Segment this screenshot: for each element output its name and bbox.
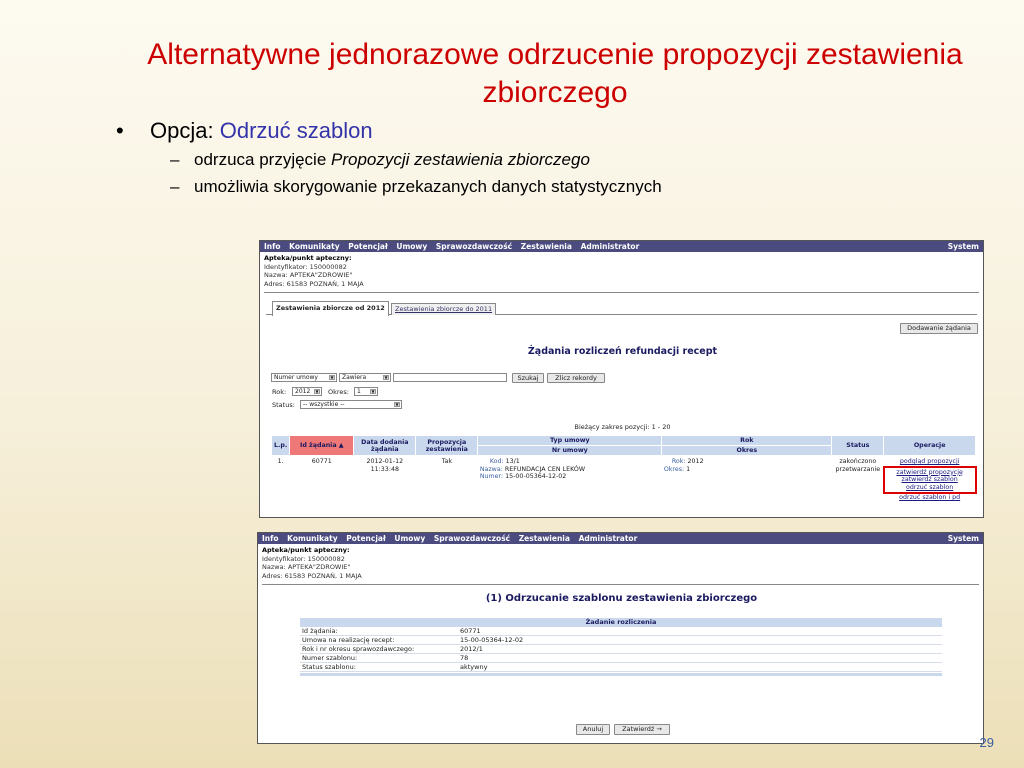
cell-status: zakończono przetwarzanie — [835, 458, 881, 473]
chevron-down-icon: ▼ — [315, 389, 319, 394]
pharmacy-name: Nazwa: APTEKA"ZDROWIE" — [264, 271, 353, 279]
detail-value: aktywny — [460, 663, 488, 671]
pharmacy-info — [260, 252, 983, 288]
menu-komunikaty[interactable]: Komunikaty — [287, 534, 338, 543]
nazwa-label: Nazwa: — [479, 465, 503, 473]
numer-value: 15-00-05364-12-02 — [505, 473, 567, 480]
pharmacy-title: Apteka/punkt apteczny: — [264, 254, 352, 262]
col-contract-type[interactable]: Typ umowy — [478, 436, 662, 446]
sub-bullet-2 — [112, 173, 992, 200]
table-row — [272, 456, 976, 504]
op-reject-template-pd[interactable]: odrzuć szablon i pd — [899, 494, 961, 501]
add-request-button[interactable]: Dodawanie żądania — [900, 323, 978, 334]
cell-date-day: 2012-01-12 — [366, 458, 404, 465]
okres-label: Okres: — [663, 465, 685, 473]
cell-contract — [478, 456, 662, 504]
filter-value-input[interactable] — [393, 373, 507, 382]
detail-value: 2012/1 — [460, 645, 483, 653]
reject-template-screenshot — [257, 532, 984, 744]
detail-row — [300, 627, 942, 636]
reject-heading: (1) Odrzucanie szablonu zestawienia zbiorczego — [485, 593, 758, 604]
pharmacy-name: Nazwa: APTEKA"ZDROWIE" — [262, 563, 351, 571]
bullet-list — [112, 116, 992, 200]
tab-from-2012[interactable]: Zestawienia zbiorcze od 2012 — [272, 301, 389, 316]
year-select[interactable] — [292, 387, 322, 396]
col-period[interactable]: Okres — [662, 446, 832, 456]
col-year[interactable]: Rok — [662, 436, 832, 446]
col-lp: L.p. — [272, 436, 290, 456]
status-label: Status: — [272, 401, 295, 409]
detail-label: Status szablonu: — [302, 663, 356, 671]
filter-field-select[interactable] — [271, 373, 337, 382]
col-date[interactable]: Data dodania żądania — [354, 436, 416, 456]
menu-info[interactable]: Info — [262, 534, 279, 543]
menu-system[interactable]: System — [947, 242, 979, 251]
menu-umowy[interactable]: Umowy — [396, 242, 428, 251]
col-id-label: Id żądania — [299, 442, 337, 449]
detail-label: Numer szablonu: — [302, 654, 358, 662]
col-contract-no[interactable]: Nr umowy — [478, 446, 662, 456]
divider — [264, 292, 979, 293]
bullet-highlight: Odrzuć szablon — [219, 118, 373, 143]
filter-operator-select[interactable] — [339, 373, 391, 382]
op-approve-proposal[interactable]: zatwierdź propozycję — [896, 468, 963, 476]
col-id[interactable] — [290, 436, 354, 456]
highlight-box — [883, 466, 977, 495]
slide-title: Alternatywne jednorazowe odrzucenie propozycji zestawienia zbiorczego — [147, 38, 963, 109]
menu-bar — [260, 241, 983, 252]
chevron-down-icon: ▼ — [330, 375, 334, 380]
col-status[interactable]: Status — [832, 436, 884, 456]
period-select[interactable] — [354, 387, 378, 396]
bullet-marker: • — [116, 118, 124, 143]
menu-administrator[interactable]: Administrator — [578, 534, 638, 543]
bullet-prefix: Opcja: — [150, 118, 214, 143]
okres-value: 1 — [686, 465, 691, 473]
rok-value: 2012 — [687, 458, 704, 465]
cell-lp: 1. — [277, 458, 284, 465]
period-label: Okres: — [328, 388, 349, 396]
menu-sprawozdawczosc[interactable]: Sprawozdawczość — [433, 534, 511, 543]
sub-bullet-1 — [112, 146, 992, 173]
search-button[interactable]: Szukaj — [512, 373, 544, 383]
kod-value: 13/1 — [505, 458, 520, 465]
sub-bullet-marker: – — [170, 177, 180, 196]
menu-komunikaty[interactable]: Komunikaty — [289, 242, 340, 251]
detail-label: Umowa na realizację recept: — [302, 636, 395, 644]
status-value: -- wszystkie -- — [303, 401, 345, 408]
sub-bullet-1-italic: Propozycji zestawienia zbiorczego — [331, 150, 590, 169]
kod-label: Kod: — [489, 458, 504, 465]
divider — [262, 584, 979, 585]
nazwa-value: REFUNDACJA CEN LEKÓW — [504, 465, 586, 473]
tab-to-2011[interactable]: Zestawienia zbiorcze do 2011 — [391, 303, 496, 315]
cell-year-period — [662, 456, 832, 504]
confirm-button[interactable]: Zatwierdź → — [614, 724, 670, 735]
cell-id: 60771 — [311, 458, 332, 465]
col-operations: Operacje — [884, 436, 976, 456]
pharmacy-id: Identyfikator: 150000082 — [262, 554, 345, 563]
year-label: Rok: — [272, 388, 287, 396]
requests-table — [271, 435, 976, 504]
sort-asc-icon: ▲ — [338, 442, 344, 449]
status-select[interactable] — [300, 400, 402, 409]
menu-umowy[interactable]: Umowy — [394, 534, 426, 543]
menu-info[interactable]: Info — [264, 242, 281, 251]
pharmacy-address: Adres: 61583 POZNAŃ, 1 MAJA — [264, 279, 364, 288]
cell-operations — [884, 456, 976, 504]
year-value: 2012 — [295, 388, 311, 395]
request-details — [300, 618, 942, 676]
detail-row — [300, 654, 942, 663]
sub-bullet-marker: – — [170, 150, 180, 169]
list-heading: Żądania rozliczeń refundacji recept — [527, 346, 718, 357]
filter-field-value: Numer umowy — [274, 374, 318, 381]
requests-list-screenshot — [259, 240, 984, 518]
col-proposal[interactable]: Propozycja zestawienia — [416, 436, 478, 456]
page-number: 29 — [979, 735, 994, 750]
chevron-down-icon: ▼ — [384, 375, 388, 380]
menu-sprawozdawczosc[interactable]: Sprawozdawczość — [435, 242, 513, 251]
pharmacy-info — [258, 544, 983, 580]
detail-row — [300, 645, 942, 654]
range-text: Bieżący zakres pozycji: 1 - 20 — [574, 423, 671, 431]
cancel-button[interactable]: Anuluj — [576, 724, 610, 735]
filter-operator-value: Zawiera — [342, 374, 367, 381]
op-reject-template[interactable]: odrzuć szablon — [906, 483, 954, 491]
bullet-option — [112, 116, 992, 146]
numer-label: Numer: — [479, 473, 504, 480]
menu-zestawienia[interactable]: Zestawienia — [520, 242, 572, 251]
detail-row — [300, 636, 942, 645]
pharmacy-id: Identyfikator: 150000082 — [264, 262, 347, 271]
detail-row — [300, 663, 942, 672]
period-value: 1 — [357, 388, 361, 395]
menu-zestawienia[interactable]: Zestawienia — [518, 534, 570, 543]
menu-potencjal[interactable]: Potencjał — [348, 242, 388, 251]
count-records-button[interactable]: Zlicz rekordy — [547, 373, 605, 383]
menu-system[interactable]: System — [947, 534, 979, 543]
rok-label: Rok: — [671, 458, 686, 465]
cell-date — [354, 456, 416, 504]
menu-bar — [258, 533, 983, 544]
sub-bullet-1-text: odrzuca przyjęcie — [194, 150, 327, 169]
chevron-down-icon: ▼ — [371, 389, 375, 394]
chevron-down-icon: ▼ — [395, 402, 399, 407]
pharmacy-address: Adres: 61583 POZNAŃ, 1 MAJA — [262, 571, 362, 580]
tab-bar — [266, 301, 977, 315]
menu-potencjal[interactable]: Potencjał — [346, 534, 386, 543]
detail-label: Rok i nr okresu sprawozdawczego: — [302, 645, 415, 653]
detail-value: 15-00-05364-12-02 — [460, 636, 524, 644]
cell-date-time: 11:33:48 — [370, 465, 399, 473]
detail-value: 78 — [460, 654, 469, 662]
menu-administrator[interactable]: Administrator — [580, 242, 640, 251]
detail-value: 60771 — [460, 627, 481, 635]
op-approve-template[interactable]: zatwierdź szablon — [901, 476, 958, 483]
detail-label: Id żądania: — [302, 627, 338, 635]
cell-proposal: Tak — [441, 458, 452, 465]
sub-bullet-2-text: umożliwia skorygowanie przekazanych danych statystycznych — [194, 177, 662, 196]
op-preview-proposal[interactable]: podgląd propozycji — [899, 458, 960, 465]
details-section-title: Żadanie rozliczenia — [300, 618, 942, 627]
pharmacy-title: Apteka/punkt apteczny: — [262, 546, 350, 554]
details-footer-bar — [300, 673, 942, 676]
